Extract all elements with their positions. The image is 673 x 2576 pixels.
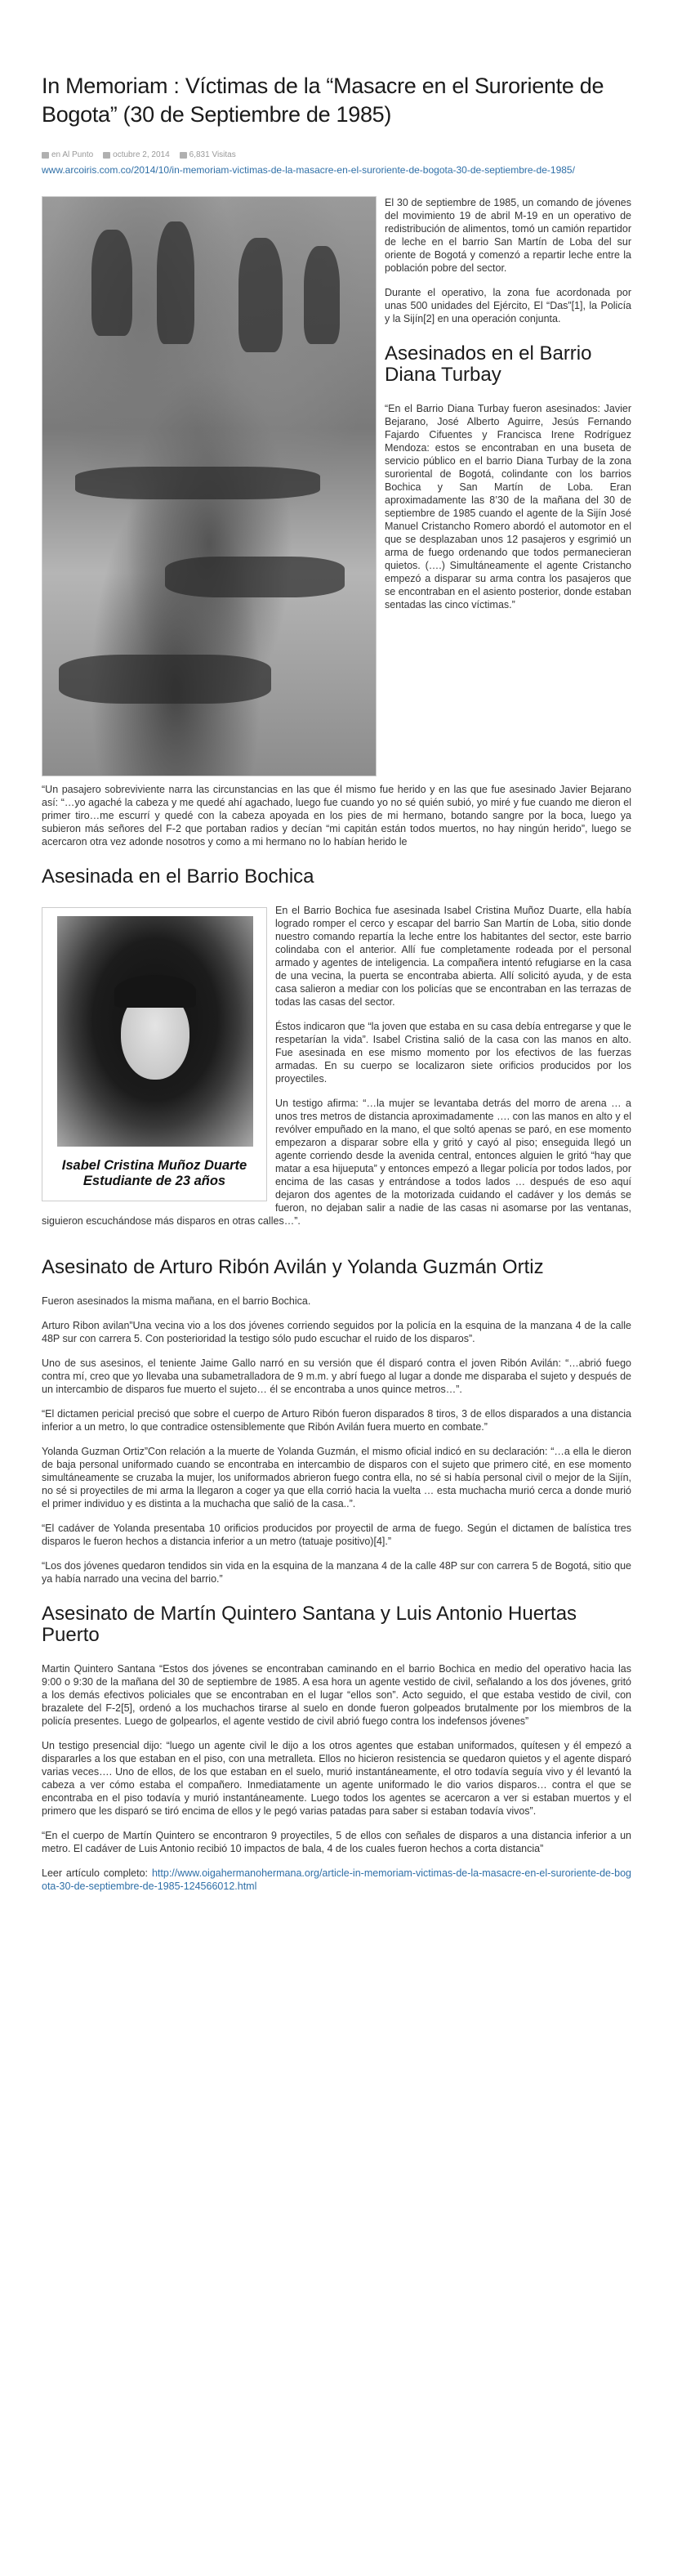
read-more	[42, 1867, 631, 1893]
section-title-bochica: Asesinada en el Barrio Bochica	[42, 865, 314, 888]
intro-paragraph-1: El 30 de septiembre de 1985, un comando de jóvenes del movimiento 19 de abril M-19 en un operativo de redistribución de alimentos, tomó un camión repartidor de leche en el barrio San Martín de Loba del sur oriente de Bogotá y comenzó a repartir leche entre la población pobre del sector.	[385, 197, 631, 274]
quintero-huertas-paragraph-1: Martin Quintero Santana “Estos dos jóvenes se encontraban caminando en el barrio Bochica en medio del operativo hacia las 9:00 o 9:30 de la mañana del 30 de septiembre de 1985. A esa hora un agente vestido de civil, señalando a los dos jóvenes, gritó a los demás efectivos policiales que se encontraban en el lugar “ellos son”. Acto seguido, el que estaba vestido de civil, con brazalete del F-2[5], ordenó a los muchachos tirarse al suelo en donde fueron golpeados brutalmente por los miembros de la policía presentes. Luego de golpearlos, el agente vestido de civil abrió fuego contra los indefensos jóvenes”	[42, 1663, 631, 1727]
folder-icon	[42, 152, 49, 159]
section-title-ribon-guzman: Asesinato de Arturo Ribón Avilán y Yolanda Guzmán Ortiz	[42, 1256, 544, 1278]
calendar-icon	[103, 152, 110, 159]
ribon-guzman-paragraph-7: “Los dos jóvenes quedaron tendidos sin vida en la esquina de la manzana 4 de la calle 48P sur con carrera 5 de Bogotá, sitio que ya había narrado una vecina del barrio.”	[42, 1560, 631, 1585]
read-more-label: Leer artículo completo:	[42, 1867, 149, 1879]
portrait-caption	[42, 1158, 266, 1189]
ribon-guzman-paragraph-6: “El cadáver de Yolanda presentaba 10 orificios producidos por proyectil de arma de fuego. Según el dictamen de balística tres disparos le fueron hechos a distancia inferior a un metro (tatuaje positivo)[4].”	[42, 1523, 631, 1547]
isabel-portrait	[57, 916, 253, 1147]
read-more-link[interactable]: http://www.oigahermanohermana.org/article-in-memoriam-victimas-de-la-masacre-en-el-suroriente-de-bogota-30-de-septiembre-de-1985-124566012.html	[42, 1867, 631, 1892]
bochica-paragraph-3: Un testigo afirma: “…la mujer se levantaba detrás del morro de arena … a unos tres metros de distancia aproximadamente …. con las manos en alto y el revólver empuñado en la mano, el que soltó apenas se paró, en ese momento empezaron a disparar sobre ella y gritó y cayó al piso; enseguida llegó un agente corriendo desde la avenida central, entonces alguien le gritó “hay que matar a esa hijueputa” y entonces empezó a llegar policía por todos lados, por encima de las casas y entrándose a todos lados … después de eso aquí dejaron dos agentes de la motorizada cuidando el cadáver y los demás se fueron, no dejaban salir a nadie de las casas ni asomarse por las ventanas, siguieron escuchándose más disparos en otras calles…”.	[42, 1098, 631, 1227]
source-line	[42, 164, 631, 177]
massacre-photo	[42, 196, 377, 776]
ribon-guzman-paragraph-1: Fueron asesinados la misma mañana, en el barrio Bochica.	[42, 1295, 311, 1307]
article	[42, 0, 631, 1893]
meta-date-label: octubre 2, 2014	[113, 150, 170, 159]
section-title-diana-turbay: Asesinados en el Barrio Diana Turbay	[385, 342, 592, 386]
post-meta	[42, 150, 631, 159]
meta-author-label: en Al Punto	[51, 150, 94, 159]
diana-turbay-paragraph-2: “Un pasajero sobreviviente narra las circunstancias en las que él mismo fue herido y en las que fue asesinado Javier Bejarano así: “…yo agaché la cabeza y me quedé ahí agachado, luego fue cuando yo no sé quién subió, yo miré y fue cuando me dieron el primer tiro…me escurrí y quedé con la cabeza apoyada en los pies de mi hermano, botando sangre por la boca, luego ya subieron más señores del F-2 que portaban radios y decían “mi capitán están todos muertos, no hay ningún herido”, luego se acercaron otra vez adonde nosotros y como a mi hermano no lo habían herido le	[42, 784, 631, 847]
isabel-portrait-figure	[42, 907, 267, 1201]
bochica-paragraph-2: Éstos indicaron que “la joven que estaba en su casa debía entregarse y que le respetarían la vida”. Isabel Cristina salió de la casa con las manos en alto. Fue asesinada en ese mismo momento por los efectivos de las fuerzas armadas. En su cuerpo se localizaron siete orificios producidos por los proyectiles.	[275, 1021, 631, 1085]
meta-author[interactable]	[42, 150, 93, 159]
quintero-huertas-paragraph-3: “En el cuerpo de Martín Quintero se encontraron 9 proyectiles, 5 de ellos con señales de disparos a una distancia inferior a un metro. El cadáver de Luis Antonio recibió 10 impactos de bala, 4 de los cuales fueron hechos a corta distancia”	[42, 1830, 631, 1854]
caption-age: Estudiante de 23 años	[82, 1174, 226, 1188]
ribon-guzman-paragraph-2: Arturo Ribon avilan”Una vecina vio a los dos jóvenes corriendo seguidos por la policía en la esquina de la manzana 4 de la calle 48P sur con carrera 5. Con posterioridad la testigo sólo pudo escuchar el ruido de los disparos”.	[42, 1320, 631, 1344]
quintero-huertas-paragraph-2: Un testigo presencial dijo: “luego un agente civil le dijo a los otros agentes que estaban uniformados, quítesen y él empezó a dispararles a los que estaban en el piso, con una metralleta. Ellos no hicieron resistencia se quedaron quietos y el agente disparó varias veces…. Uno de ellos, de los que estaban en el suelo, murió instantáneamente, el otro todavía seguía vivo y él levantó la cabeza a ver cómo estaba el compañero. Inmediatamente un agente uniformado le dio varios disparos… contra el que se encontraba en el piso todavía y murió instantáneamente. Luego todos los agentes se acercaron a ver si estaban muertos y el primero que les disparó se tiró encima de ellos y le pegó varias patadas para saber si estaban todavía vivos”.	[42, 1740, 631, 1817]
source-link[interactable]: www.arcoiris.com.co/2014/10/in-memoriam-victimas-de-la-masacre-en-el-suroriente-de-bogota-30-de-septiembre-de-1985/	[42, 164, 575, 176]
meta-date	[103, 150, 170, 159]
meta-views-label: 6,831 Visitas	[189, 150, 236, 159]
ribon-guzman-paragraph-4: “El dictamen pericial precisó que sobre el cuerpo de Arturo Ribón fueron disparados 8 tiros, 3 de ellos disparados a una distancia inferior a un metro, lo que contradice ostensiblemente que Ribón Avilán fuera muerto en combate.”	[42, 1408, 631, 1433]
section-title-quintero-huertas: Asesinato de Martín Quintero Santana y Luis Antonio Huertas Puerto	[42, 1603, 577, 1646]
intro-paragraph-2: Durante el operativo, la zona fue acordonada por unas 500 unidades del Ejército, El “Das”[1], la Policía y la Sijín[2] en una operación conjunta.	[385, 287, 631, 324]
bochica-paragraph-1: En el Barrio Bochica fue asesinada Isabel Cristina Muñoz Duarte, ella había logrado romper el cerco y escapar del barrio San Martín de Loba, sitio donde nuestro comando repartía la leche entre los habitantes del sector, este barrio colindaba con el anterior. Allí fue completamente rodeada por el personal armado y agentes de inteligencia. La compañera intentó refugiarse en la casa de una vecina, la puerta se encontraba abierta. Allí solicitó ayuda, y de esta casa salieron a mediar con los policías que se encontraban en las terrazas de todas las casas del sector.	[275, 905, 631, 1008]
caption-name: Isabel Cristina Muñoz Duarte	[61, 1158, 247, 1173]
post-title: In Memoriam : Víctimas de la “Masacre en el Suroriente de Bogota” (30 de Septiembre de 1985)	[42, 74, 604, 127]
ribon-guzman-paragraph-3: Uno de sus asesinos, el teniente Jaime Gallo narró en su versión que él disparó contra el joven Ribón Avilán: “…abrió fuego contra mí, creo que yo llevaba una subametralladora de 9 m.m. y abrí fuego al lugar a donde me disparaba el sujeto y después de un intercambio de disparos fue muerto el sujeto… él se encontraba a unos quince metros…”.	[42, 1357, 631, 1395]
diana-turbay-paragraph-1: “En el Barrio Diana Turbay fueron asesinados: Javier Bejarano, José Alberto Aguirre, Jesús Fernando Fajardo Cifuentes y Francisca Irene Rodríguez Mendoza: estos se encontraban en una buseta de servicio público en el barrio Diana Turbay de la zona suroriental de Bogotá, colindante con los barrios Bochica y San Martín de Loba. Eran aproximadamente las 8’30 de la mañana del 30 de septiembre de 1985 cuando el agente de la Sijín José Manuel Cristancho Romero abordó el automotor en el que se desplazaban unos 12 pasajeros y esgrimió un arma de fuego ordenando que todos permanecieran quietos. (….) Simultáneamente el agente Cristancho empezó a disparar su arma contra los pasajeros que se encontraban en el asiento posterior, donde estaban sentadas las cinco víctimas.”	[385, 403, 631, 610]
ribon-guzman-paragraph-5: Yolanda Guzman Ortiz”Con relación a la muerte de Yolanda Guzmán, el mismo oficial indicó en su declaración: “…a ella le dieron de baja personal uniformado cuando se encontraba en intercambio de disparos con el sujeto que primero cité, en ese momento simultáneamente se cruzaba la mujer, los uniformados abrieron fuego contra ella, no sé si había personal civil o mejor de la Sijín, no sé si proyectiles de mi arma la llegaron a coger ya que ella corrió hacia la vuelta … esta muchacha murió cerca a donde murió el primer individuo y es distinta a la muchacha que salió de la casa..”.	[42, 1446, 631, 1509]
eye-icon	[180, 152, 187, 159]
meta-views	[180, 150, 236, 159]
